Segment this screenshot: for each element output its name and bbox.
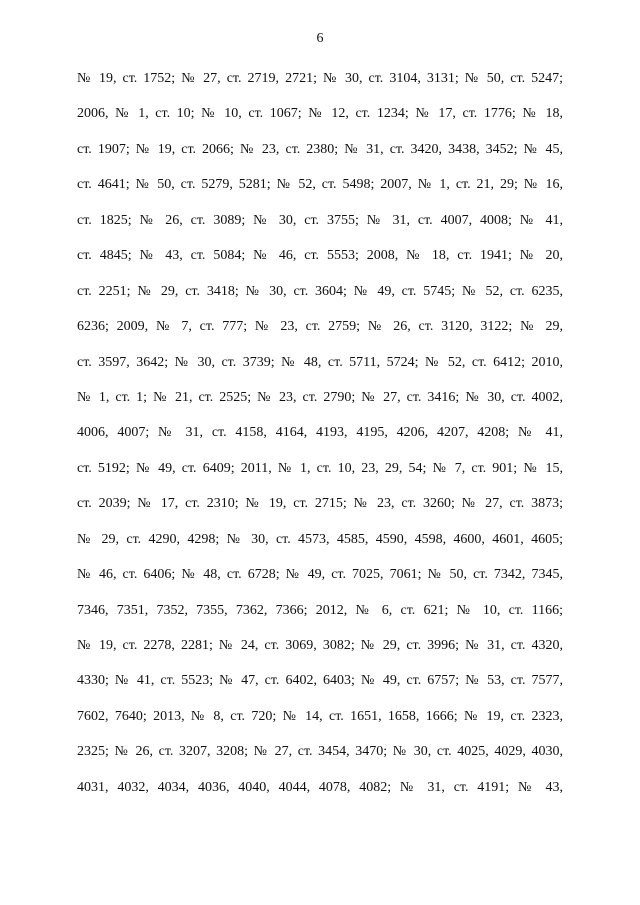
page-number: 6 xyxy=(316,31,324,46)
text-line: 4330; № 41, ст. 5523; № 47, ст. 6402, 6403; № 49, ст. 6757; № 53, ст. 7577, xyxy=(77,673,563,689)
text-line: ст. 4641; № 50, ст. 5279, 5281; № 52, ст. 5498; 2007, № 1, ст. 21, 29; № 16, xyxy=(77,177,563,193)
text-line: 2325; № 26, ст. 3207, 3208; № 27, ст. 3454, 3470; № 30, ст. 4025, 4029, 4030, xyxy=(77,744,563,760)
text-line: 7602, 7640; 2013, № 8, ст. 720; № 14, ст. 1651, 1658, 1666; № 19, ст. 2323, xyxy=(77,708,563,724)
text-line: № 46, ст. 6406; № 48, ст. 6728; № 49, ст. 7025, 7061; № 50, ст. 7342, 7345, xyxy=(77,567,563,583)
text-line: 4006, 4007; № 31, ст. 4158, 4164, 4193, 4195, 4206, 4207, 4208; № 41, xyxy=(77,425,563,441)
text-line: ст. 4845; № 43, ст. 5084; № 46, ст. 5553; 2008, № 18, ст. 1941; № 20, xyxy=(77,248,563,264)
text-line: № 19, ст. 1752; № 27, ст. 2719, 2721; № 30, ст. 3104, 3131; № 50, ст. 5247; xyxy=(77,71,563,86)
text-line: ст. 5192; № 49, ст. 6409; 2011, № 1, ст. 10, 23, 29, 54; № 7, ст. 901; № 15, xyxy=(77,460,563,476)
text-line: ст. 1907; № 19, ст. 2066; № 23, ст. 2380; № 31, ст. 3420, 3438, 3452; № 45, xyxy=(77,141,563,157)
text-line: 2006, № 1, ст. 10; № 10, ст. 1067; № 12, ст. 1234; № 17, ст. 1776; № 18, xyxy=(77,106,563,122)
text-line: ст. 1825; № 26, ст. 3089; № 30, ст. 3755; № 31, ст. 4007, 4008; № 41, xyxy=(77,212,563,228)
text-line: 7346, 7351, 7352, 7355, 7362, 7366; 2012, № 6, ст. 621; № 10, ст. 1166; xyxy=(77,602,563,618)
text-line: 6236; 2009, № 7, ст. 777; № 23, ст. 2759; № 26, ст. 3120, 3122; № 29, xyxy=(77,319,563,335)
text-line: ст. 3597, 3642; № 30, ст. 3739; № 48, ст. 5711, 5724; № 52, ст. 6412; 2010, xyxy=(77,354,563,370)
text-line: ст. 2251; № 29, ст. 3418; № 30, ст. 3604; № 49, ст. 5745; № 52, ст. 6235, xyxy=(77,283,563,299)
text-line: № 19, ст. 2278, 2281; № 24, ст. 3069, 3082; № 29, ст. 3996; № 31, ст. 4320, xyxy=(77,638,563,653)
body-text xyxy=(77,67,563,811)
text-line: № 29, ст. 4290, 4298; № 30, ст. 4573, 4585, 4590, 4598, 4600, 4601, 4605; xyxy=(77,531,563,547)
text-line: 4031, 4032, 4034, 4036, 4040, 4044, 4078, 4082; № 31, ст. 4191; № 43, xyxy=(77,779,563,795)
text-line: ст. 2039; № 17, ст. 2310; № 19, ст. 2715; № 23, ст. 3260; № 27, ст. 3873; xyxy=(77,496,563,512)
text-line: № 1, ст. 1; № 21, ст. 2525; № 23, ст. 2790; № 27, ст. 3416; № 30, ст. 4002, xyxy=(77,389,563,405)
